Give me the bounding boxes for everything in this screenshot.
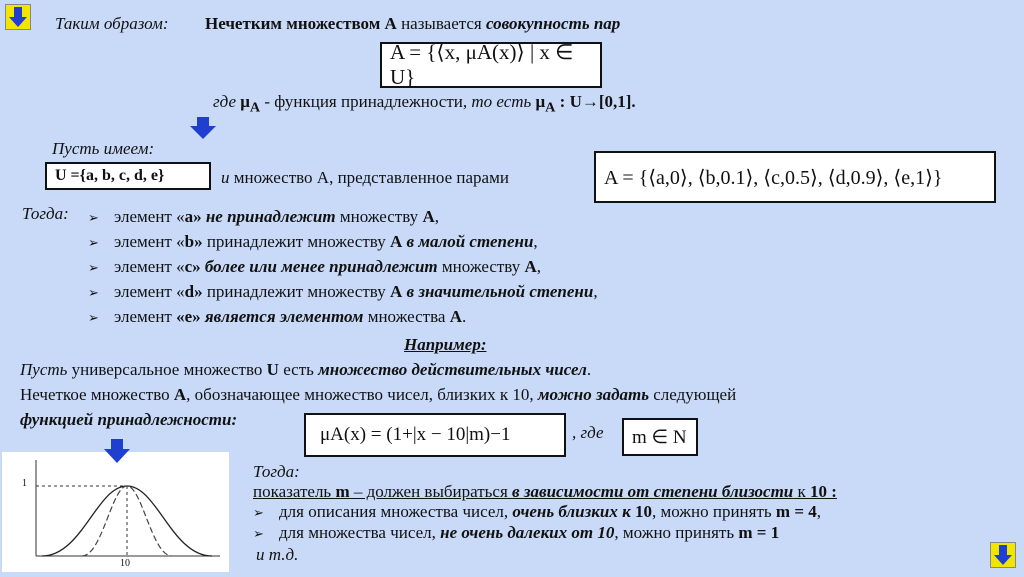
list-item	[88, 207, 439, 227]
formula-set-pairs	[594, 151, 996, 203]
b3a: элемент «	[114, 282, 185, 301]
l2b: А	[173, 385, 187, 404]
b1d: А	[389, 232, 403, 251]
arrow-bullet-icon: ➢	[88, 311, 99, 326]
b0e: А	[422, 207, 435, 226]
list-item	[253, 502, 821, 522]
b0d: множеству	[335, 207, 423, 226]
universal-set-box	[45, 162, 211, 190]
def-italic: совокупность пар	[486, 14, 621, 33]
list-item	[88, 232, 538, 252]
b1f: ,	[533, 232, 538, 251]
b4f: .	[461, 307, 467, 326]
l2e: следующей	[649, 385, 737, 404]
x1d: m = 1	[738, 523, 780, 542]
b3b: d»	[184, 282, 203, 301]
where-p5: : U→[0,1].	[555, 92, 636, 111]
where2	[572, 423, 604, 443]
b4d: множества	[363, 307, 450, 326]
arrow-down-icon	[991, 543, 1015, 567]
e1d: в зависимости от степени близости	[512, 482, 794, 501]
e1b: m	[335, 482, 350, 501]
intro-text: Таким образом:	[55, 14, 169, 33]
b4b: «e»	[176, 307, 201, 326]
e1e: к	[793, 482, 811, 501]
l2a: Нечеткое множество	[20, 385, 174, 404]
etc-text: и т.д.	[256, 545, 299, 564]
arrow-down-icon	[188, 116, 218, 140]
example-text: Например:	[404, 335, 487, 354]
nav-down-button[interactable]	[5, 4, 31, 30]
list-item	[88, 282, 598, 302]
universal-set-text: U ={a, b, c, d, e}	[55, 167, 165, 184]
b0f: ,	[434, 207, 439, 226]
formula4-text: m ∈ N	[632, 426, 687, 448]
x0f: ,	[816, 502, 822, 521]
mu-sub: A	[249, 99, 261, 116]
e1g: :	[827, 482, 837, 501]
x-tick-label: 10	[120, 558, 130, 569]
l1c: U	[266, 360, 279, 379]
l1b: универсальное множество	[67, 360, 267, 379]
l1e: множество действительных чисел	[318, 360, 587, 379]
mu-symbol: μ	[240, 92, 250, 111]
b1b: b»	[184, 232, 203, 251]
b0a: элемент «	[114, 207, 185, 226]
example-heading	[404, 335, 487, 355]
arrow-bullet-icon: ➢	[88, 261, 99, 276]
def-mid: называется	[396, 14, 486, 33]
x0b: очень близких к	[512, 502, 635, 521]
e1a: показатель	[253, 482, 336, 501]
formula-fuzzy-set	[380, 42, 602, 88]
e1f: 10	[810, 482, 828, 501]
paragraph-line-2	[20, 385, 736, 405]
arrow-down-icon	[6, 5, 30, 29]
membership-graph	[2, 452, 229, 572]
set-pairs-line	[221, 168, 509, 188]
y-tick-label: 1	[22, 478, 27, 489]
x0e: m = 4	[775, 502, 817, 521]
b4a: элемент	[114, 307, 177, 326]
then2-text: Тогда:	[253, 462, 300, 481]
b3e: в значительной степени	[402, 282, 594, 301]
formula-membership	[304, 413, 566, 457]
b1c: принадлежит множеству	[202, 232, 390, 251]
x1a: для множества чисел,	[279, 523, 441, 542]
l2d: можно задать	[537, 385, 650, 404]
arrow-bullet-icon: ➢	[88, 286, 99, 301]
paragraph-line-1	[20, 360, 591, 380]
list-item	[88, 307, 466, 327]
b1e: в малой степени	[402, 232, 534, 251]
b3f: ,	[593, 282, 598, 301]
let-have-text: Пусть имеем:	[52, 139, 155, 158]
b1a: элемент «	[114, 232, 185, 251]
x1b: не очень далеких от 10	[440, 523, 615, 542]
b3c: принадлежит множеству	[202, 282, 390, 301]
where2-text: , где	[572, 423, 604, 442]
exponent-line	[253, 482, 837, 502]
formula-m-natural	[622, 418, 698, 456]
and-rest: множество А, представленное парами	[229, 168, 509, 187]
list-item	[88, 257, 541, 277]
mu-symbol-2: μ	[531, 92, 546, 111]
b0b: a»	[184, 207, 202, 226]
def-bold: Нечетким множеством A	[205, 14, 397, 33]
x1c: , можно принять	[614, 523, 739, 542]
arrow-bullet-icon: ➢	[88, 211, 99, 226]
where-p2: - функция принадлежности,	[260, 92, 472, 111]
let-have	[52, 139, 154, 159]
etc-label	[256, 545, 298, 565]
list-item	[253, 523, 779, 543]
b0c: не принадлежит	[201, 207, 336, 226]
l1d: есть	[278, 360, 319, 379]
definition-line	[55, 14, 620, 34]
arrow-bullet-icon: ➢	[253, 506, 264, 521]
paragraph-line-3	[20, 410, 237, 430]
nav-down-button-bottom[interactable]	[990, 542, 1016, 568]
arrow-bullet-icon: ➢	[88, 236, 99, 251]
formula-text: A = {⟨x, μA(x)⟩ | x ∈ U}	[390, 40, 574, 89]
then-label	[22, 204, 69, 224]
b4e: А	[449, 307, 462, 326]
b2e: А	[524, 257, 537, 276]
x0c: 10	[634, 502, 652, 521]
where-line	[213, 92, 636, 116]
e1c: – должен выбираться	[349, 482, 513, 501]
where-p1: где	[213, 92, 241, 111]
l2c: , обозначающее множество чисел, близких к 10,	[186, 385, 538, 404]
b2a: элемент «	[114, 257, 185, 276]
x0a: для описания множества чисел,	[279, 502, 513, 521]
and-italic: и	[221, 168, 230, 187]
b2f: ,	[536, 257, 542, 276]
l1a: Пусть	[20, 360, 68, 379]
b3d: А	[389, 282, 403, 301]
mu-sub-2: A	[545, 99, 556, 116]
formula3-text: μA(x) = (1+|x − 10|m)−1	[320, 424, 511, 445]
then-text: Тогда:	[22, 204, 69, 223]
b2c: более или менее принадлежит	[200, 257, 438, 276]
b4c: является элементом	[200, 307, 364, 326]
arrow-bullet-icon: ➢	[253, 527, 264, 542]
arrow-down-icon	[102, 438, 132, 464]
l1f: .	[586, 360, 592, 379]
b2d: множеству	[437, 257, 525, 276]
b2b: c»	[184, 257, 201, 276]
l3: функцией принадлежности:	[20, 410, 238, 429]
x0d: , можно принять	[651, 502, 776, 521]
where-p3: то есть	[471, 92, 532, 111]
formula2-text: A = {⟨a,0⟩, ⟨b,0.1⟩, ⟨c,0.5⟩, ⟨d,0.9⟩, ⟨e,1⟩}	[604, 166, 943, 189]
then2-label	[253, 462, 300, 482]
